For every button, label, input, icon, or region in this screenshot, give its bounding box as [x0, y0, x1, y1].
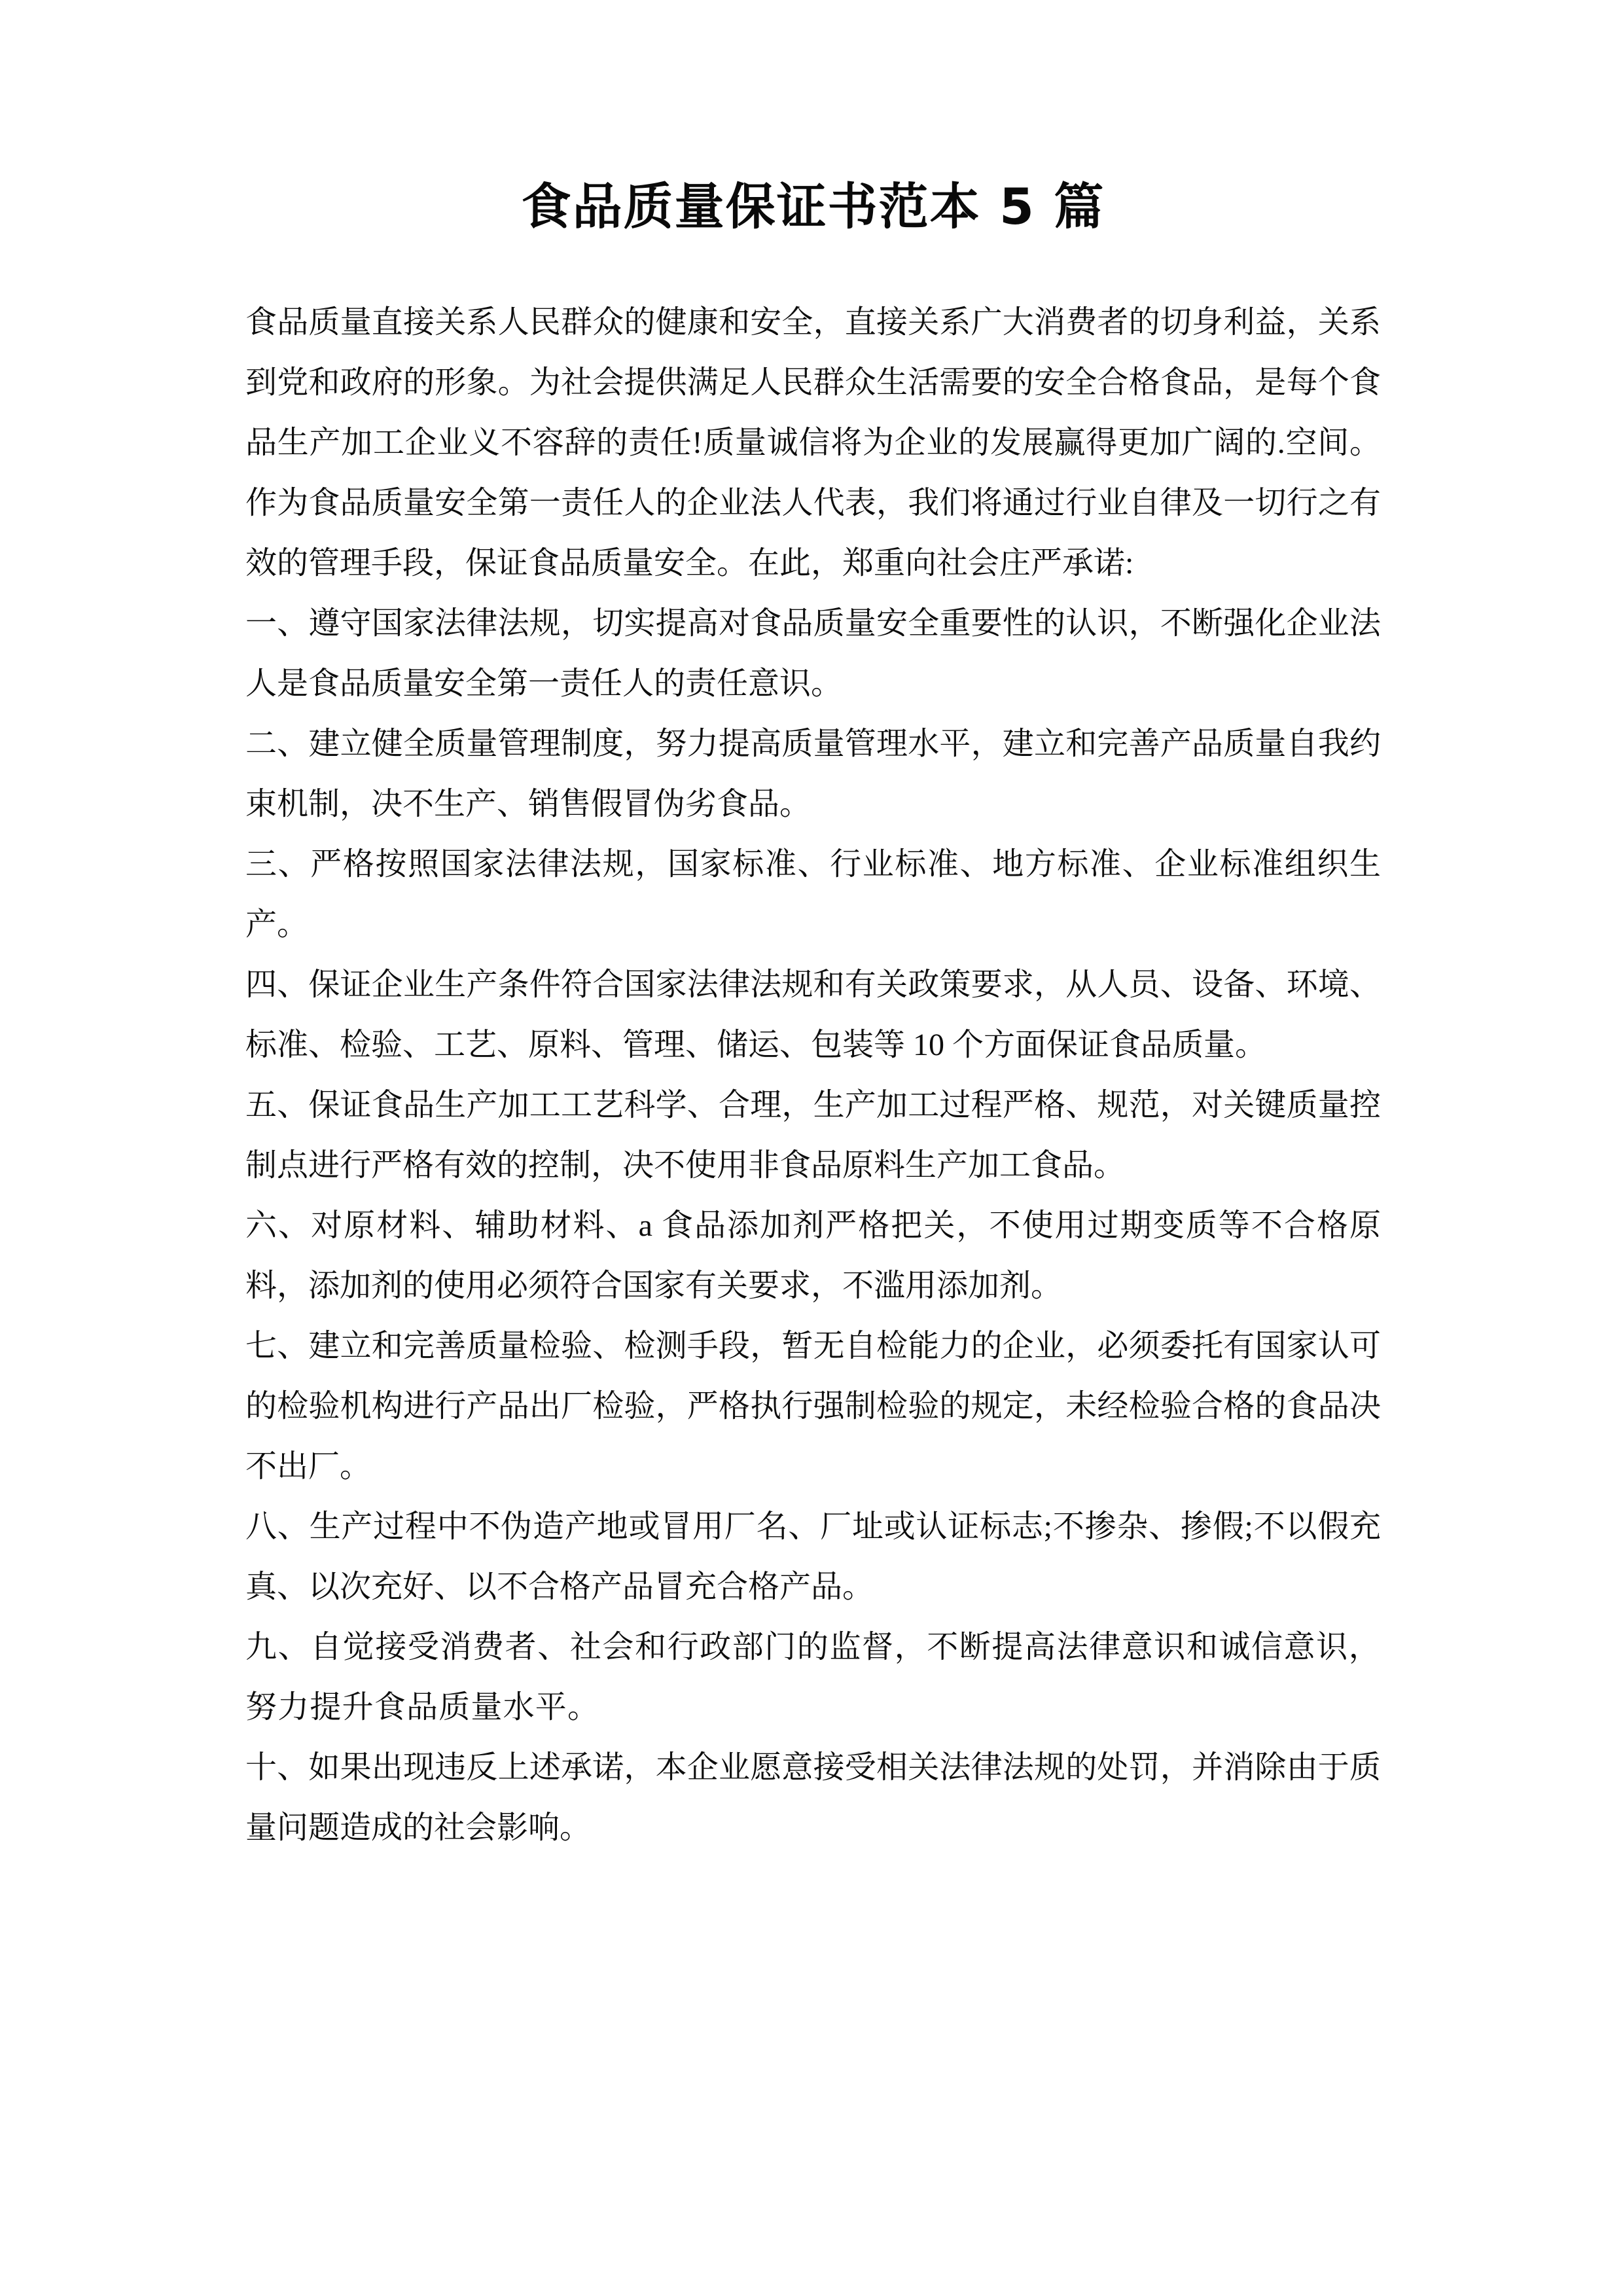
commitment-item-9: 九、自觉接受消费者、社会和行政部门的监督，不断提高法律意识和诚信意识，努力提升食品质量水平。 [245, 1630, 1381, 1725]
commitment-item-10: 十、如果出现违反上述承诺，本企业愿意接受相关法律法规的处罚，并消除由于质量问题造成的社会影响。 [245, 1750, 1381, 1845]
intro-paragraph: 食品质量直接关系人民群众的健康和安全，直接关系广大消费者的切身利益，关系到党和政府的形象。为社会提供满足人民群众生活需要的安全合格食品，是每个食品生产加工企业义不容辞的责任!质量诚信将为企业的发展赢得更加广阔的.空间。作为食品质量安全第一责任人的企业法人代表，我们将通过行业自律及一切行之有效的管理手段，保证食品质量安全。在此，郑重向社会庄严承诺: [245, 305, 1381, 581]
document-body [245, 293, 1381, 1858]
commitment-item-8: 八、生产过程中不伪造产地或冒用厂名、厂址或认证标志;不掺杂、掺假;不以假充真、以次充好、以不合格产品冒充合格产品。 [245, 1509, 1381, 1604]
commitment-item-1: 一、遵守国家法律法规，切实提高对食品质量安全重要性的认识，不断强化企业法人是食品质量安全第一责任人的责任意识。 [245, 606, 1381, 701]
commitment-item-5: 五、保证食品生产加工工艺科学、合理，生产加工过程严格、规范，对关键质量控制点进行严格有效的控制，决不使用非食品原料生产加工食品。 [245, 1088, 1381, 1183]
document-content-column [245, 0, 1381, 1858]
commitment-item-2: 二、建立健全质量管理制度，努力提高质量管理水平，建立和完善产品质量自我约束机制，决不生产、销售假冒伪劣食品。 [245, 726, 1381, 821]
page-title: 食品质量保证书范本 5 篇 [521, 177, 1105, 236]
commitment-item-3: 三、严格按照国家法律法规，国家标准、行业标准、地方标准、企业标准组织生产。 [245, 847, 1381, 942]
commitment-item-4: 四、保证企业生产条件符合国家法律法规和有关政策要求，从人员、设备、环境、标准、检验、工艺、原料、管理、储运、包装等 10 个方面保证食品质量。 [245, 967, 1381, 1062]
commitment-item-6: 六、对原材料、辅助材料、a 食品添加剂严格把关，不使用过期变质等不合格原料，添加剂的使用必须符合国家有关要求，不滥用添加剂。 [245, 1208, 1381, 1303]
commitment-item-7: 七、建立和完善质量检验、检测手段，暂无自检能力的企业，必须委托有国家认可的检验机构进行产品出厂检验，严格执行强制检验的规定，未经检验合格的食品决不出厂。 [245, 1329, 1381, 1484]
